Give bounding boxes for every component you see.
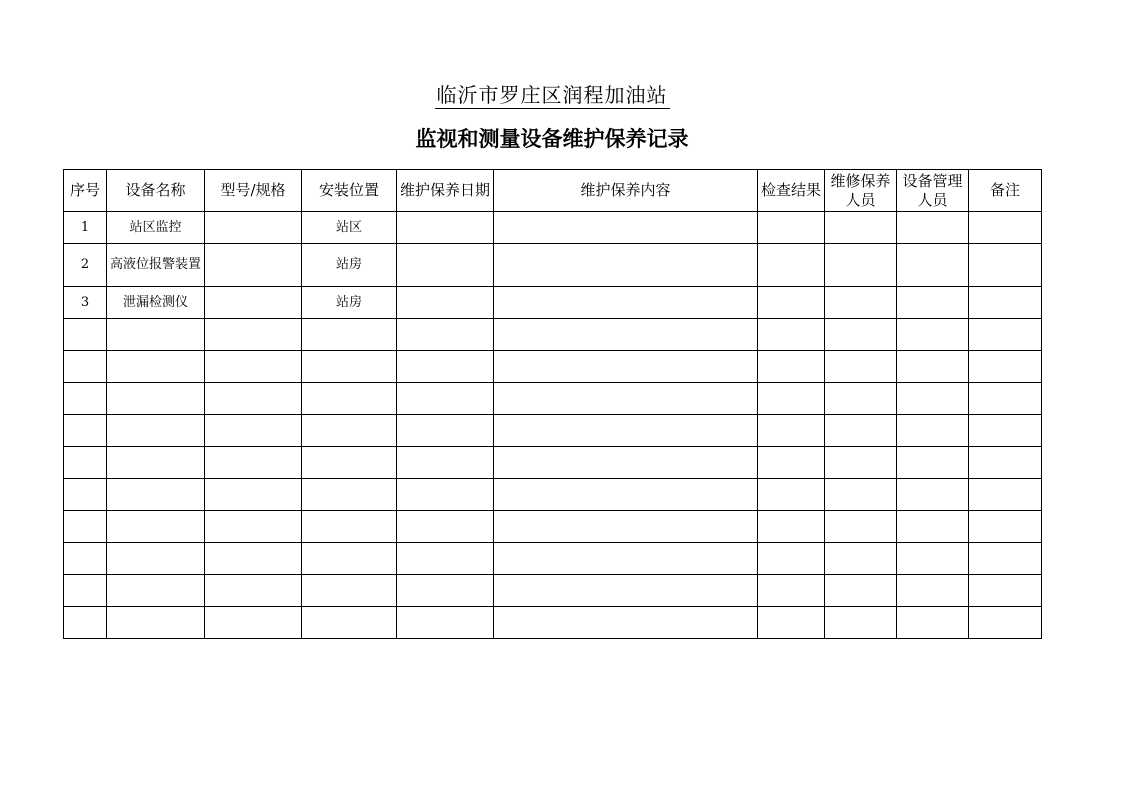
- table-row: [64, 479, 1042, 511]
- maintenance-content-cell: [494, 575, 758, 607]
- model-spec-cell: [205, 447, 302, 479]
- install-location-cell: [302, 607, 397, 639]
- column-header-install-location: 安装位置: [302, 170, 397, 212]
- column-header-serial-no: 序号: [64, 170, 107, 212]
- model-spec-cell: [205, 383, 302, 415]
- remarks-cell: [969, 447, 1042, 479]
- maintenance-content-cell: [494, 319, 758, 351]
- maintenance-content-cell: [494, 607, 758, 639]
- install-location-cell: 站房: [302, 287, 397, 319]
- model-spec-cell: [205, 575, 302, 607]
- table-row: [64, 319, 1042, 351]
- maintenance-staff-cell: [825, 212, 897, 244]
- remarks-cell: [969, 287, 1042, 319]
- column-header-inspection-result: 检查结果: [758, 170, 825, 212]
- inspection-result-cell: [758, 287, 825, 319]
- maintenance-staff-cell: [825, 575, 897, 607]
- equipment-name-cell: [107, 319, 205, 351]
- organization-name: [0, 82, 1104, 109]
- install-location-cell: [302, 479, 397, 511]
- inspection-result-cell: [758, 607, 825, 639]
- install-location-cell: [302, 351, 397, 383]
- equipment-manager-cell: [897, 244, 969, 287]
- equipment-name-cell: [107, 575, 205, 607]
- maintenance-staff-cell: [825, 511, 897, 543]
- inspection-result-cell: [758, 244, 825, 287]
- serial-no-cell: 2: [64, 244, 107, 287]
- serial-no-cell: [64, 511, 107, 543]
- document-title: 监视和测量设备维护保养记录: [415, 127, 689, 151]
- maintenance-date-cell: [397, 415, 494, 447]
- table-row: [64, 383, 1042, 415]
- maintenance-staff-cell: [825, 607, 897, 639]
- equipment-manager-cell: [897, 543, 969, 575]
- equipment-name-cell: [107, 447, 205, 479]
- maintenance-content-cell: [494, 351, 758, 383]
- maintenance-content-cell: [494, 244, 758, 287]
- equipment-name-cell: [107, 351, 205, 383]
- equipment-manager-cell: [897, 511, 969, 543]
- serial-no-cell: [64, 351, 107, 383]
- install-location-cell: [302, 447, 397, 479]
- maintenance-content-cell: [494, 543, 758, 575]
- table-row: [64, 212, 1042, 244]
- equipment-manager-cell: [897, 212, 969, 244]
- maintenance-date-cell: [397, 287, 494, 319]
- serial-no-cell: [64, 319, 107, 351]
- maintenance-date-cell: [397, 212, 494, 244]
- equipment-name-cell: [107, 415, 205, 447]
- install-location-cell: [302, 511, 397, 543]
- maintenance-content-cell: [494, 383, 758, 415]
- remarks-cell: [969, 319, 1042, 351]
- equipment-name-cell: [107, 511, 205, 543]
- model-spec-cell: [205, 479, 302, 511]
- serial-no-cell: [64, 575, 107, 607]
- column-header-maintenance-content: 维护保养内容: [494, 170, 758, 212]
- model-spec-cell: [205, 415, 302, 447]
- column-header-model-spec: 型号/规格: [205, 170, 302, 212]
- install-location-cell: [302, 543, 397, 575]
- equipment-manager-cell: [897, 287, 969, 319]
- maintenance-date-cell: [397, 244, 494, 287]
- model-spec-cell: [205, 351, 302, 383]
- maintenance-date-cell: [397, 319, 494, 351]
- model-spec-cell: [205, 287, 302, 319]
- install-location-cell: [302, 383, 397, 415]
- serial-no-cell: [64, 383, 107, 415]
- maintenance-staff-cell: [825, 415, 897, 447]
- equipment-name-cell: 站区监控: [107, 212, 205, 244]
- inspection-result-cell: [758, 351, 825, 383]
- inspection-result-cell: [758, 543, 825, 575]
- organization-name-text: 临沂市罗庄区润程加油站: [436, 83, 668, 107]
- serial-no-cell: [64, 543, 107, 575]
- model-spec-cell: [205, 212, 302, 244]
- maintenance-staff-cell: [825, 383, 897, 415]
- column-header-remarks: 备注: [969, 170, 1042, 212]
- equipment-manager-cell: [897, 447, 969, 479]
- remarks-cell: [969, 479, 1042, 511]
- model-spec-cell: [205, 244, 302, 287]
- model-spec-cell: [205, 543, 302, 575]
- column-header-maintenance-staff: 维修保养人员: [825, 170, 897, 212]
- remarks-cell: [969, 575, 1042, 607]
- remarks-cell: [969, 543, 1042, 575]
- inspection-result-cell: [758, 511, 825, 543]
- remarks-cell: [969, 244, 1042, 287]
- serial-no-cell: [64, 447, 107, 479]
- inspection-result-cell: [758, 212, 825, 244]
- table-row: [64, 575, 1042, 607]
- maintenance-content-cell: [494, 447, 758, 479]
- install-location-cell: 站房: [302, 244, 397, 287]
- maintenance-content-cell: [494, 287, 758, 319]
- column-header-equipment-manager: 设备管理人员: [897, 170, 969, 212]
- maintenance-date-cell: [397, 383, 494, 415]
- maintenance-content-cell: [494, 212, 758, 244]
- equipment-manager-cell: [897, 415, 969, 447]
- equipment-name-cell: [107, 383, 205, 415]
- maintenance-content-cell: [494, 511, 758, 543]
- maintenance-staff-cell: [825, 319, 897, 351]
- equipment-manager-cell: [897, 607, 969, 639]
- table-row: [64, 351, 1042, 383]
- table-row: [64, 415, 1042, 447]
- maintenance-date-cell: [397, 543, 494, 575]
- model-spec-cell: [205, 511, 302, 543]
- maintenance-staff-cell: [825, 244, 897, 287]
- column-header-equipment-name: 设备名称: [107, 170, 205, 212]
- inspection-result-cell: [758, 447, 825, 479]
- remarks-cell: [969, 511, 1042, 543]
- maintenance-record-table: [63, 169, 1042, 639]
- install-location-cell: 站区: [302, 212, 397, 244]
- remarks-cell: [969, 383, 1042, 415]
- equipment-name-cell: [107, 479, 205, 511]
- maintenance-staff-cell: [825, 479, 897, 511]
- serial-no-cell: 1: [64, 212, 107, 244]
- equipment-name-cell: 高液位报警装置: [107, 244, 205, 287]
- maintenance-staff-cell: [825, 447, 897, 479]
- inspection-result-cell: [758, 575, 825, 607]
- remarks-cell: [969, 607, 1042, 639]
- table-row: [64, 287, 1042, 319]
- equipment-manager-cell: [897, 319, 969, 351]
- equipment-manager-cell: [897, 479, 969, 511]
- install-location-cell: [302, 415, 397, 447]
- remarks-cell: [969, 351, 1042, 383]
- maintenance-date-cell: [397, 479, 494, 511]
- serial-no-cell: [64, 607, 107, 639]
- maintenance-date-cell: [397, 351, 494, 383]
- inspection-result-cell: [758, 319, 825, 351]
- maintenance-staff-cell: [825, 287, 897, 319]
- maintenance-date-cell: [397, 575, 494, 607]
- maintenance-staff-cell: [825, 351, 897, 383]
- equipment-manager-cell: [897, 351, 969, 383]
- serial-no-cell: 3: [64, 287, 107, 319]
- install-location-cell: [302, 575, 397, 607]
- inspection-result-cell: [758, 383, 825, 415]
- model-spec-cell: [205, 607, 302, 639]
- table-row: [64, 607, 1042, 639]
- table-row: [64, 244, 1042, 287]
- equipment-manager-cell: [897, 383, 969, 415]
- maintenance-staff-cell: [825, 543, 897, 575]
- maintenance-date-cell: [397, 511, 494, 543]
- equipment-name-cell: [107, 543, 205, 575]
- serial-no-cell: [64, 479, 107, 511]
- install-location-cell: [302, 319, 397, 351]
- table-row: [64, 447, 1042, 479]
- table-row: [64, 543, 1042, 575]
- table-header-row: [64, 170, 1042, 212]
- table-row: [64, 511, 1042, 543]
- maintenance-content-cell: [494, 415, 758, 447]
- inspection-result-cell: [758, 479, 825, 511]
- maintenance-date-cell: [397, 607, 494, 639]
- model-spec-cell: [205, 319, 302, 351]
- equipment-manager-cell: [897, 575, 969, 607]
- inspection-result-cell: [758, 415, 825, 447]
- maintenance-date-cell: [397, 447, 494, 479]
- remarks-cell: [969, 415, 1042, 447]
- equipment-name-cell: [107, 607, 205, 639]
- column-header-maintenance-date: 维护保养日期: [397, 170, 494, 212]
- maintenance-content-cell: [494, 479, 758, 511]
- serial-no-cell: [64, 415, 107, 447]
- equipment-name-cell: 泄漏检测仪: [107, 287, 205, 319]
- remarks-cell: [969, 212, 1042, 244]
